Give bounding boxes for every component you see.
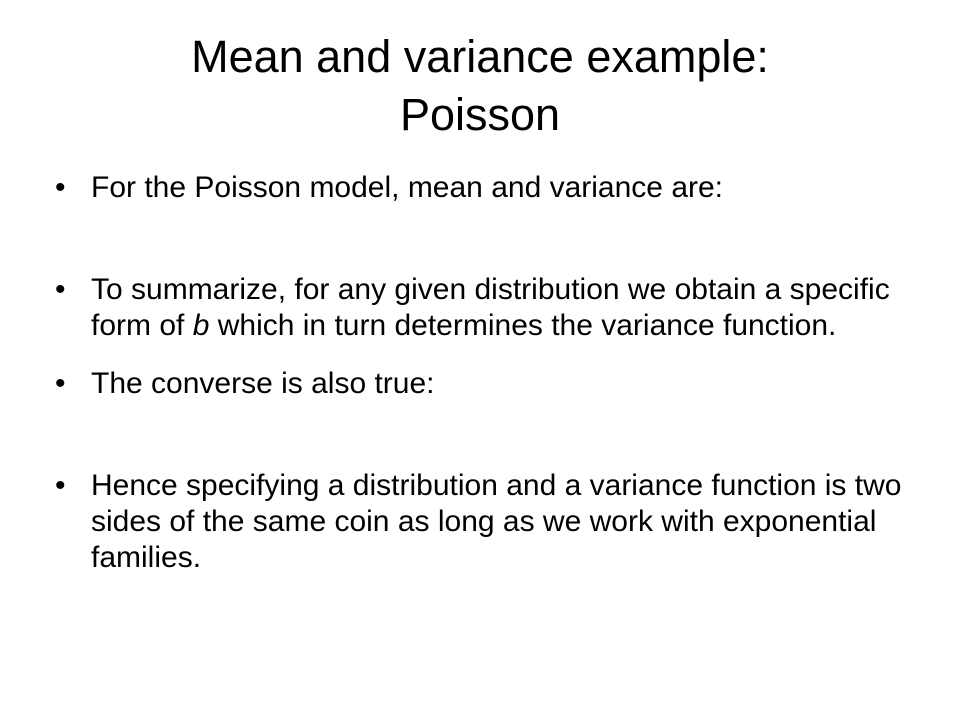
bullet-dot-icon: • [55, 273, 66, 306]
bullet-item-summary [55, 272, 915, 344]
bullet-item-converse [55, 366, 915, 402]
slide-title [60, 28, 900, 144]
bullet-dot-icon: • [55, 171, 66, 204]
slide-title-line-1: Mean and variance example: [191, 31, 769, 82]
bullet-text: The converse is also true: [91, 367, 435, 400]
bullet-list [55, 170, 915, 576]
slide-title-line-2: Poisson [399, 89, 561, 140]
bullet-text-start: To summarize, for any given distribution we obtain a specific form of [91, 273, 890, 342]
bullet-text: Hence specifying a distribution and a variance function is two sides of the same coin as long as we work with exponential families. [91, 469, 902, 574]
bullet-item-conclusion [55, 468, 915, 576]
bullet-text: For the Poisson model, mean and variance are: [91, 171, 724, 204]
bullet-dot-icon: • [55, 469, 66, 502]
bullet-text-end: which in turn determines the variance function. [209, 309, 837, 342]
bullet-item-poisson-mean-variance [55, 170, 915, 206]
bullet-text-italic-b: b [192, 309, 210, 342]
bullet-dot-icon: • [55, 367, 66, 400]
